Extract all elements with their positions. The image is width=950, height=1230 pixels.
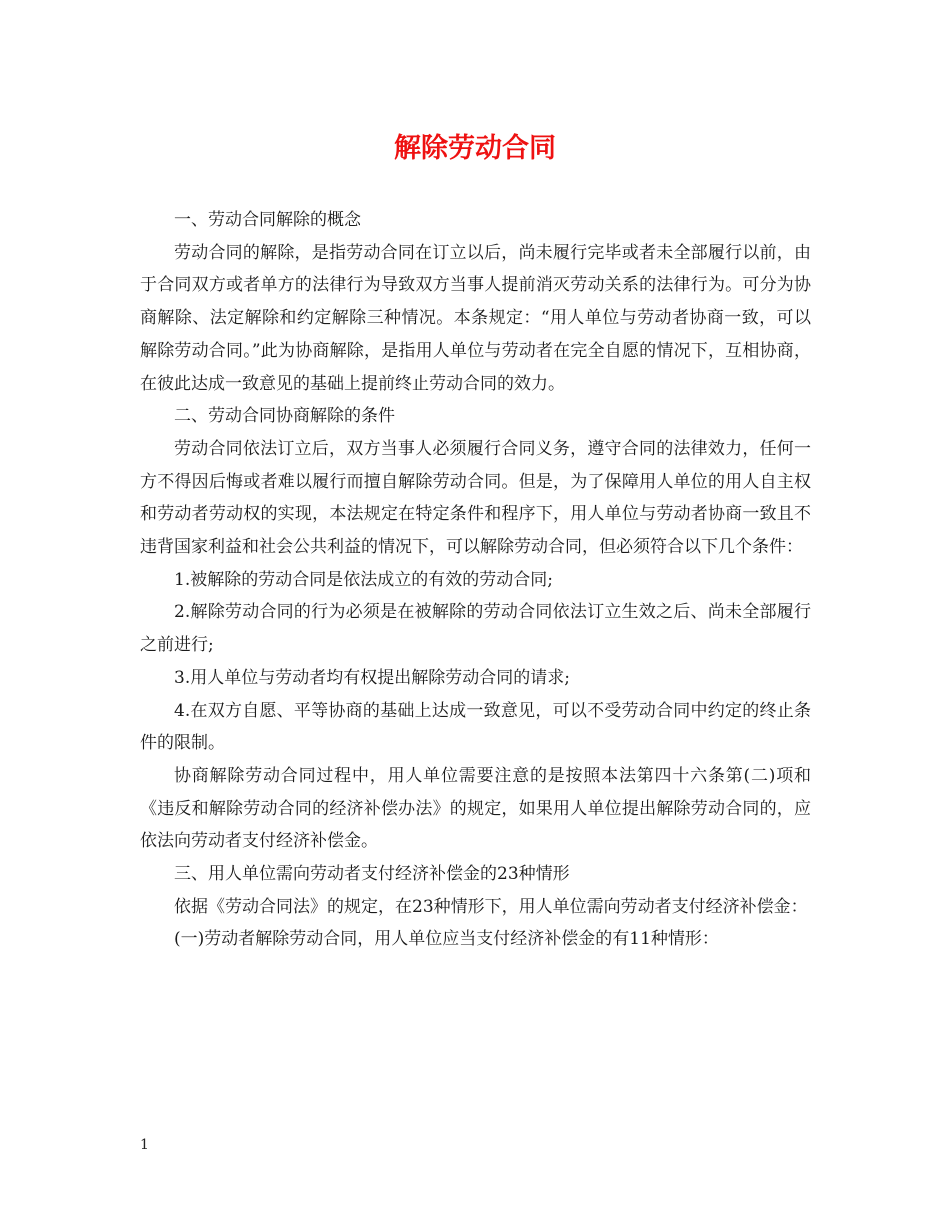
section-heading: 三、用人单位需向劳动者支付经济补偿金的23种情形 [174,864,570,885]
section-heading: 一、劳动合同解除的概念 [174,210,361,230]
list-item: 1.被解除的劳动合同是依法成立的有效的劳动合同; [174,569,553,590]
section-heading: 二、劳动合同协商解除的条件 [174,406,395,427]
paragraph: 协商解除劳动合同过程中，用人单位需要注意的是按照本法第四十六条第(二)项和《违反和解除劳动合同的经济补偿办法》的规定，如果用人单位提出解除劳动合同的，应依法向劳动者支付经济补偿金。 [140,765,811,852]
paragraph: 劳动合同的解除，是指劳动合同在订立以后，尚未履行完毕或者未全部履行以前，由于合同双方或者单方的法律行为导致双方当事人提前消灭劳动关系的法律行为。可分为协商解除、法定解除和约定解除三种情况。本条规定：“用人单位与劳动者协商一致，可以解除劳动合同。”此为协商解除，是指用人单位与劳动者在完全自愿的情况下，互相协商，在彼此达成一致意见的基础上提前终止劳动合同的效力。 [140,242,811,394]
list-item: 4.在双方自愿、平等协商的基础上达成一致意见，可以不受劳动合同中约定的终止条件的限制。 [140,700,811,754]
paragraph: (一)劳动者解除劳动合同，用人单位应当支付经济补偿金的有11种情形： [174,929,719,950]
document-body [140,204,811,956]
page-number: 1 [140,1137,149,1153]
paragraph: 依据《劳动合同法》的规定，在23种情形下，用人单位需向劳动者支付经济补偿金： [174,896,808,917]
paragraph: 劳动合同依法订立后，双方当事人必须履行合同义务，遵守合同的法律效力，任何一方不得因后悔或者难以履行而擅自解除劳动合同。但是，为了保障用人单位的用人自主权和劳动者劳动权的实现，本法规定在特定条件和程序下，用人单位与劳动者协商一致且不违背国家利益和社会公共利益的情况下，可以解除劳动合同，但必须符合以下几个条件： [140,438,811,558]
document-title: 解除劳动合同 [394,133,556,164]
list-item: 2.解除劳动合同的行为必须是在被解除的劳动合同依法订立生效之后、尚未全部履行之前进行; [140,602,811,656]
list-item: 3.用人单位与劳动者均有权提出解除劳动合同的请求; [174,667,570,688]
